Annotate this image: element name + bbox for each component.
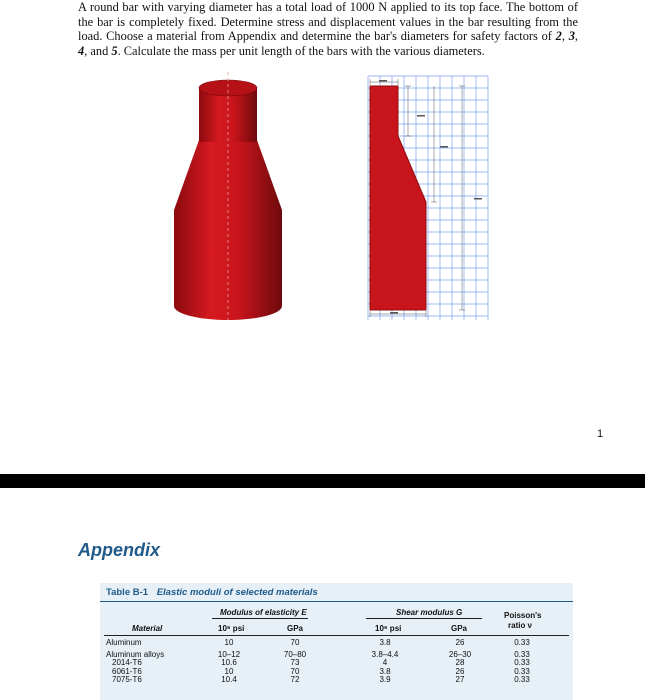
header-g-gpa: GPa [451,624,468,633]
table-cell: 73 [290,658,300,668]
mesh-section-figure [362,70,494,322]
table-cell: 3.8 [379,638,391,647]
table-cell: 10–12 [217,649,241,659]
table-cell: 70–80 [283,649,307,659]
table-label: Table B-1 [106,587,149,598]
table-cell: 70 [290,666,300,676]
column-g-gpa [440,639,480,685]
table-cell: 10.6 [221,658,237,668]
table-title: Elastic moduli of selected materials [156,587,318,598]
shear-group-rule [366,618,482,619]
header-poisson-bottom: ratio ν [508,621,533,630]
table-cell: 7075-T6 [112,675,142,685]
header-g-psi: 10⁶ psi [375,624,402,633]
table-cell: 10 [224,666,234,676]
table-cell: 0.33 [514,658,530,668]
header-rule [104,635,569,636]
table-cell: 10 [224,638,234,647]
section-profile [370,86,426,310]
problem-statement: A round bar with varying diameter has a total load of 1000 N applied to its top face. The bottom of the bar is completely fixed. Determine stress and displacement values in the bar resulting from the load. Choose a material from Appendix and determine the bar's diameters for safety factors of 2, 3, 4, and 5. Calculate the mass per unit length of the bars with the various diameters. [78,0,578,58]
caption-rule [100,601,573,602]
table-cell: 26 [455,666,465,676]
table-cell: 3.9 [379,675,391,685]
bar-top-face [199,80,257,96]
table-cell: 3.8–4.4 [371,649,399,659]
table-cell: Aluminum [106,638,142,647]
page-separator [0,474,645,488]
table-cell: 2014-T6 [112,658,142,668]
header-e-gpa: GPa [287,624,304,633]
table-cell: 28 [455,658,465,668]
page-number: 1 [597,428,604,440]
header-material: Material [132,624,163,633]
table-cell: 6061-T6 [112,666,142,676]
column-g-psi [364,639,406,685]
appendix-title: Appendix [78,540,161,560]
table-cell: 10.4 [221,675,237,685]
header-modulus-group: Modulus of elasticity E [220,608,307,617]
table-cell: 26–30 [448,649,472,659]
table-cell: 0.33 [514,638,530,647]
table-cell: 0.33 [514,649,530,659]
modulus-group-rule [212,618,308,619]
elastic-moduli-table [100,583,573,700]
column-e-psi [210,639,248,685]
table-cell: 72 [290,675,300,685]
table-caption [106,587,318,598]
column-poisson [502,639,542,685]
table-cell: 4 [382,658,388,668]
table-cell: 3.8 [379,666,391,676]
table-cell: 0.33 [514,666,530,676]
column-e-gpa [275,639,315,685]
table-cell: 0.33 [514,675,530,685]
bar-3d-figure [165,70,295,326]
header-e-psi: 10⁶ psi [218,624,245,633]
column-material [106,639,164,685]
table-cell: Aluminum alloys [106,649,165,659]
header-poisson-top: Poisson's [504,611,542,620]
table-cell: 70 [290,638,300,647]
table-cell: 27 [455,675,465,685]
header-shear-group: Shear modulus G [396,608,463,617]
table-cell: 26 [455,638,465,647]
